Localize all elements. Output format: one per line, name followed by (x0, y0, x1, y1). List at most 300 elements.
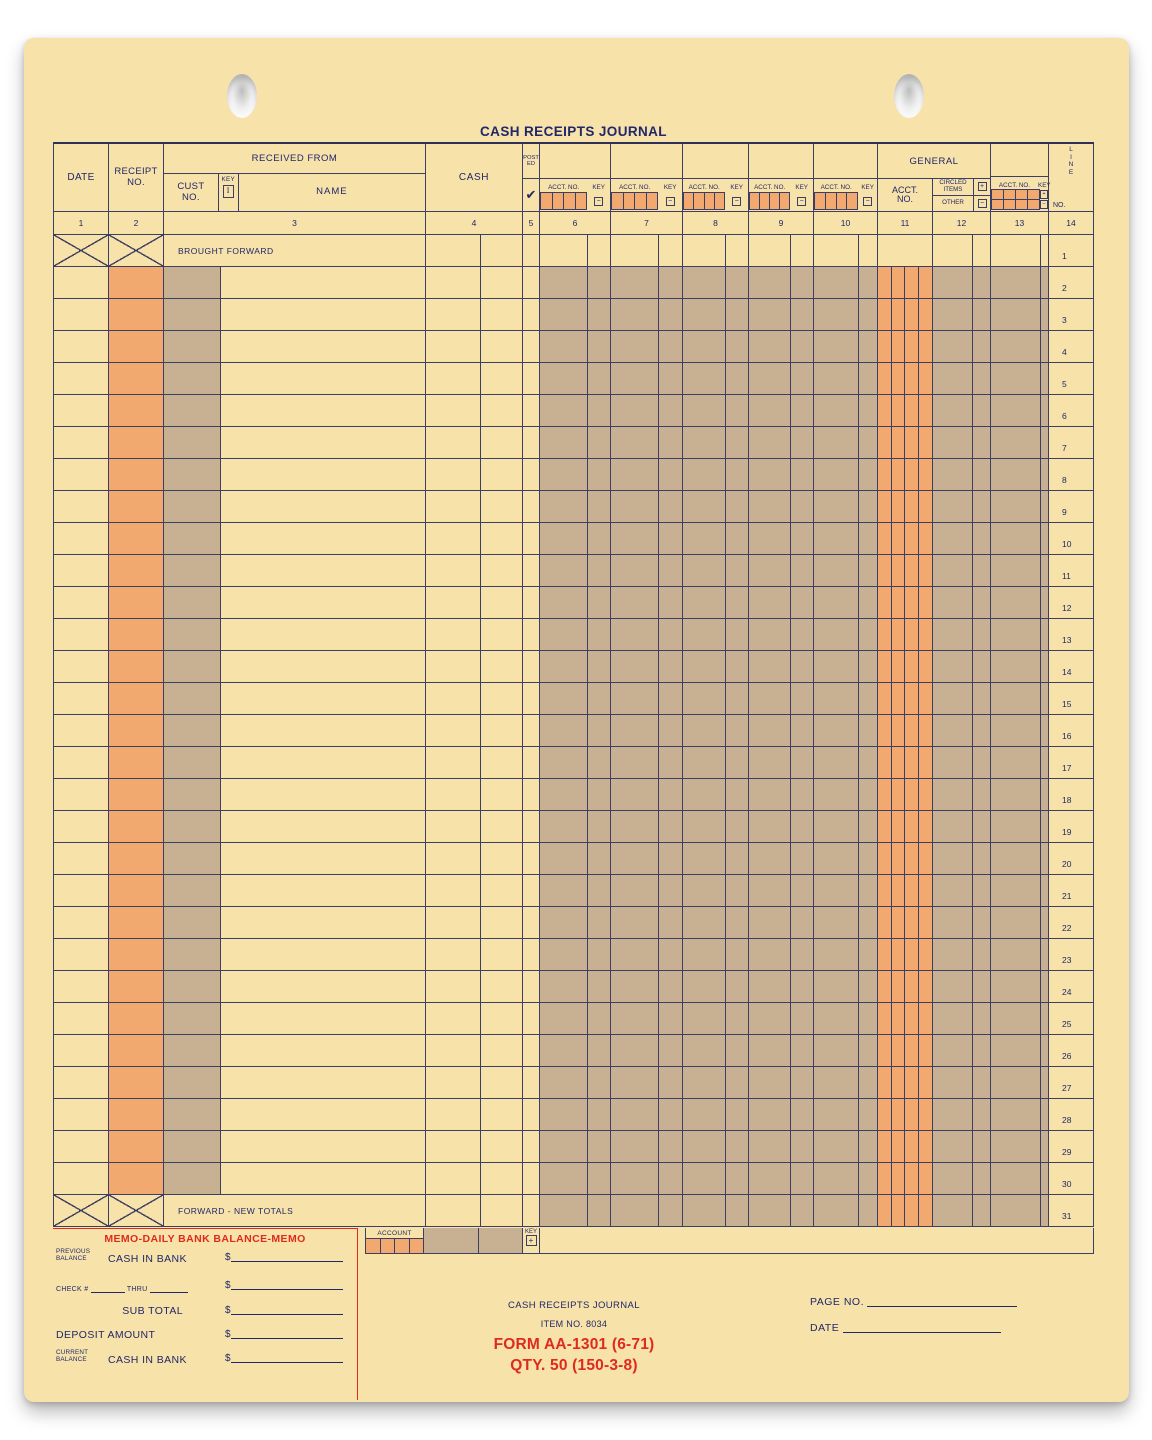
cell-receipt-no (109, 1099, 164, 1130)
cell-receipt-no (109, 267, 164, 298)
acct-digit-box (564, 193, 576, 209)
cell-col12-key (973, 907, 991, 938)
cell-col9-acct (749, 523, 791, 554)
cell-col9-acct (749, 587, 791, 618)
journal-row-19 (54, 811, 1094, 843)
cell-col12-items (933, 683, 973, 714)
cell-cash-cents (481, 587, 523, 618)
cell-cash-cents (481, 235, 523, 266)
cell-col12-key (973, 651, 991, 682)
acct-digit-box (624, 193, 636, 209)
cell-col11-digit (878, 619, 892, 650)
cell-col11-digit (878, 683, 892, 714)
cell-col11-digit (919, 427, 933, 458)
cell-col8-key (726, 395, 749, 426)
cell-col10-acct (814, 715, 859, 746)
cell-col11-digit (892, 1099, 905, 1130)
cell-col7-acct (611, 491, 659, 522)
cell-col7-key (659, 459, 683, 490)
cell-col8-acct (683, 459, 726, 490)
cell-col12-items (933, 1035, 973, 1066)
cell-col7-key (659, 555, 683, 586)
cell-col11-digit (892, 875, 905, 906)
cell-col9-key (791, 1131, 814, 1162)
cell-col12-items (933, 651, 973, 682)
cell-col11-digit (892, 1131, 905, 1162)
cell-receipt-no (109, 971, 164, 1002)
cell-col6-acct (540, 811, 588, 842)
cell-col7-acct (611, 619, 659, 650)
cell-date (54, 395, 109, 426)
cell-col12-items (933, 1003, 973, 1034)
cell-col11-digit (919, 491, 933, 522)
cell-cash-cents (481, 331, 523, 362)
cell-col6-key (588, 715, 611, 746)
cell-col12-key (973, 939, 991, 970)
cell-line-no: 2 (1049, 267, 1094, 298)
journal-row-10 (54, 523, 1094, 555)
cell-col7-acct (611, 907, 659, 938)
page-no-field: PAGE NO. (810, 1296, 1017, 1308)
received-from-label: RECEIVED FROM (164, 144, 425, 174)
cell-col13-acct (991, 587, 1041, 618)
cell-col7-key (659, 1163, 683, 1194)
cell-cash-cents (481, 939, 523, 970)
cell-col10-key (859, 971, 878, 1002)
cell-col10-acct (814, 427, 859, 458)
cell-line-no: 12 (1049, 587, 1094, 618)
cell-col11-digit (892, 459, 905, 490)
cell-col11-digit (919, 459, 933, 490)
footer-item-no: ITEM NO. 8034 (540, 1319, 608, 1329)
strip-cash-cents-cell (479, 1228, 523, 1253)
cell-col7-key (659, 1035, 683, 1066)
minus-key-box: − (863, 197, 872, 206)
journal-row-25 (54, 1003, 1094, 1035)
journal-row-13 (54, 619, 1094, 651)
column-number-10: 10 (814, 212, 878, 234)
cell-cash-cents (481, 971, 523, 1002)
cell-col13-acct (991, 363, 1041, 394)
cell-line-no: 4 (1049, 331, 1094, 362)
cell-col11-digit (892, 619, 905, 650)
cell-col12-items (933, 779, 973, 810)
cell-line-no: 26 (1049, 1035, 1094, 1066)
column-number-5: 5 (523, 212, 540, 234)
cell-col10-acct (814, 779, 859, 810)
cell-posted (523, 523, 540, 554)
cell-date (54, 619, 109, 650)
cell-posted (523, 427, 540, 458)
cell-col11-digit (905, 331, 919, 362)
cell-col7-acct (611, 1163, 659, 1194)
cell-col6-acct (540, 1163, 588, 1194)
cell-col8-acct (683, 427, 726, 458)
cell-col8-acct (683, 907, 726, 938)
cell-col7-key (659, 267, 683, 298)
cell-col13-key (1041, 363, 1049, 394)
cell-col11-digit (878, 1131, 892, 1162)
cell-date (54, 1035, 109, 1066)
cell-col7-acct (611, 555, 659, 586)
cell-cust-no (164, 331, 221, 362)
column-number-13: 13 (991, 212, 1049, 234)
cell-col10-acct (814, 523, 859, 554)
cell-col9-key (791, 459, 814, 490)
cell-col12-key (973, 427, 991, 458)
cell-col10-key (859, 907, 878, 938)
cell-cust-no (164, 683, 221, 714)
form-title: CASH RECEIPTS JOURNAL (480, 124, 667, 139)
cell-col13-key (1041, 747, 1049, 778)
cell-receipt-no (109, 1067, 164, 1098)
minus-key-box: − (732, 197, 741, 206)
cell-col6-acct (540, 1035, 588, 1066)
cell-col8-key (726, 1131, 749, 1162)
cell-col13-acct (991, 683, 1041, 714)
cell-posted (523, 1067, 540, 1098)
cell-col11-digit (892, 299, 905, 330)
cell-col8-key (726, 523, 749, 554)
col-header-acct-9: ACCT. NO. KEY − (749, 144, 814, 211)
acct-digit-box (612, 193, 624, 209)
cell-receipt-no (109, 523, 164, 554)
cell-col6-key (588, 523, 611, 554)
cell-col13-key (1041, 811, 1049, 842)
acct-digit-box (541, 193, 553, 209)
cell-col13-acct (991, 1163, 1041, 1194)
cell-cash-dollars (426, 1003, 481, 1034)
cell-col13-key (1041, 395, 1049, 426)
cell-col8-acct (683, 1067, 726, 1098)
cell-col13-key (1041, 1035, 1049, 1066)
cell-date-crossed (54, 235, 109, 266)
cell-receipt-no (109, 555, 164, 586)
cell-col11-digit (878, 267, 892, 298)
cell-col9-key (791, 907, 814, 938)
cell-cash-dollars (426, 427, 481, 458)
cell-cust-no (164, 491, 221, 522)
cell-col7-acct (611, 1067, 659, 1098)
cell-col11-digit (878, 1035, 892, 1066)
cell-col9-key (791, 427, 814, 458)
cell-col7-key (659, 1003, 683, 1034)
cell-col13-acct (991, 459, 1041, 490)
cell-col10-acct (814, 1099, 859, 1130)
cell-col11-digit (878, 939, 892, 970)
cell-cust-no (164, 459, 221, 490)
cell-col11-digit (892, 1067, 905, 1098)
cell-col6-key (588, 491, 611, 522)
cell-col9-key (791, 555, 814, 586)
cell-grid (991, 235, 1041, 266)
cell-col10-acct (814, 1035, 859, 1066)
cell-col12-key (973, 1099, 991, 1130)
col-header-date: DATE (54, 144, 109, 211)
cell-col6-acct (540, 683, 588, 714)
cell-col10-key (859, 331, 878, 362)
cell-col6-key (588, 747, 611, 778)
cell-col13-acct (991, 427, 1041, 458)
col-header-receipt-no: RECEIPT NO. (109, 144, 164, 211)
cell-col9-acct (749, 395, 791, 426)
cell-col11-digit (878, 427, 892, 458)
cell-col10-acct (814, 267, 859, 298)
cell-col9-acct (749, 491, 791, 522)
cell-col10-acct (814, 683, 859, 714)
cell-grid (814, 235, 859, 266)
cell-col10-acct (814, 587, 859, 618)
acct-digit-box (992, 190, 1004, 200)
column-number-12: 12 (933, 212, 991, 234)
cell-receipt-no (109, 459, 164, 490)
deposit-amount-label: DEPOSIT AMOUNT (56, 1329, 156, 1341)
cell-col7-key (659, 747, 683, 778)
check-amount-field: $ (225, 1280, 343, 1291)
cell-col11-digit (878, 1099, 892, 1130)
cell-col13-key (1041, 1067, 1049, 1098)
cell-col7-key (659, 651, 683, 682)
cell-col12-key (973, 523, 991, 554)
cell-grid (588, 235, 611, 266)
cell-posted (523, 1099, 540, 1130)
cell-name (221, 651, 426, 682)
cell-col13-key (1041, 267, 1049, 298)
cell-grid (991, 1195, 1041, 1226)
cell-col7-key (659, 491, 683, 522)
cell-col9-acct (749, 331, 791, 362)
cell-cash-dollars (426, 875, 481, 906)
cell-col10-acct (814, 811, 859, 842)
cell-col9-key (791, 875, 814, 906)
cell-date (54, 715, 109, 746)
account-label: ACCOUNT (366, 1228, 423, 1239)
cell-col8-key (726, 875, 749, 906)
cell-col9-acct (749, 779, 791, 810)
cell-col8-acct (683, 267, 726, 298)
cell-col13-acct (991, 875, 1041, 906)
cell-col9-key (791, 491, 814, 522)
cell-col8-acct (683, 651, 726, 682)
cell-col8-acct (683, 1003, 726, 1034)
footer-journal-title: CASH RECEIPTS JOURNAL (508, 1300, 640, 1311)
journal-row-14 (54, 651, 1094, 683)
cell-col6-acct (540, 843, 588, 874)
cell-line-no: 1 (1049, 235, 1094, 266)
journal-row-7 (54, 427, 1094, 459)
cell-col8-acct (683, 875, 726, 906)
cell-cash-cents (481, 811, 523, 842)
cell-col9-acct (749, 907, 791, 938)
cell-line-no: 31 (1049, 1195, 1094, 1226)
cell-col11-digit (919, 1099, 933, 1130)
punch-hole-left (227, 74, 257, 118)
cell-line-no: 11 (1049, 555, 1094, 586)
cell-col8-key (726, 1163, 749, 1194)
cell-cust-no (164, 1067, 221, 1098)
cell-col7-acct (611, 1035, 659, 1066)
memo-daily-bank-balance (53, 1228, 358, 1400)
cell-cust-no (164, 715, 221, 746)
col-header-received-from (164, 144, 426, 211)
cell-line-no: 15 (1049, 683, 1094, 714)
cell-col7-acct (611, 267, 659, 298)
journal-row-6 (54, 395, 1094, 427)
cell-posted (523, 619, 540, 650)
acct-digit-box (553, 193, 565, 209)
cell-col6-key (588, 971, 611, 1002)
cell-line-no: 27 (1049, 1067, 1094, 1098)
cell-col9-key (791, 1099, 814, 1130)
cell-col11-digit (878, 843, 892, 874)
cell-name (221, 715, 426, 746)
cell-col11-digit (905, 1131, 919, 1162)
cell-cash-cents (481, 299, 523, 330)
cell-col8-acct (683, 1131, 726, 1162)
cell-col7-acct (611, 395, 659, 426)
cell-cash-dollars (426, 235, 481, 266)
cell-cash-dollars (426, 1067, 481, 1098)
cell-posted (523, 1003, 540, 1034)
journal-row-3 (54, 299, 1094, 331)
cell-cash-cents (481, 747, 523, 778)
cell-col11-digit (905, 971, 919, 1002)
journal-row-2 (54, 267, 1094, 299)
cell-col11-digit (878, 747, 892, 778)
cell-col11-digit (892, 395, 905, 426)
cell-col12-items (933, 587, 973, 618)
cell-cash-cents (481, 459, 523, 490)
cell-name (221, 555, 426, 586)
journal-row-29 (54, 1131, 1094, 1163)
cell-col10-acct (814, 299, 859, 330)
cell-posted (523, 459, 540, 490)
cell-col8-key (726, 267, 749, 298)
cell-col9-acct (749, 1003, 791, 1034)
cell-line-no: 18 (1049, 779, 1094, 810)
cell-posted (523, 747, 540, 778)
cell-col6-acct (540, 587, 588, 618)
acct-digit-box (815, 193, 826, 209)
cell-col7-acct (611, 939, 659, 970)
cell-cash-cents (481, 715, 523, 746)
cell-name (221, 683, 426, 714)
cell-col10-key (859, 587, 878, 618)
cell-name (221, 811, 426, 842)
posted-checkmark-icon: ✔ (525, 187, 537, 202)
cell-col6-acct (540, 363, 588, 394)
cell-col7-key (659, 939, 683, 970)
cell-col11-digit (919, 1035, 933, 1066)
cell-col7-key (659, 299, 683, 330)
cell-cash-cents (481, 555, 523, 586)
cell-col11-digit (919, 363, 933, 394)
col-header-name: NAME (316, 186, 348, 198)
cell-cash-dollars (426, 1035, 481, 1066)
cell-col9-acct (749, 1163, 791, 1194)
journal-row-20 (54, 843, 1094, 875)
cell-col12-items (933, 939, 973, 970)
sub-total-label: SUB TOTAL (122, 1305, 183, 1317)
cell-col13-acct (991, 651, 1041, 682)
cell-col8-acct (683, 299, 726, 330)
account-totals-strip (365, 1228, 1094, 1254)
cell-receipt-no (109, 1035, 164, 1066)
cell-col11-digit (905, 651, 919, 682)
cell-col10-key (859, 1003, 878, 1034)
cell-cash-cents (481, 363, 523, 394)
cell-col11-digit (905, 683, 919, 714)
cell-col13-key (1041, 715, 1049, 746)
cell-posted (523, 843, 540, 874)
cell-name (221, 1131, 426, 1162)
cell-cash-cents (481, 683, 523, 714)
cell-col11-digit (905, 811, 919, 842)
cell-cash-dollars (426, 811, 481, 842)
cell-cust-no (164, 843, 221, 874)
cell-col11-digit (919, 843, 933, 874)
column-number-11: 11 (878, 212, 933, 234)
cell-name (221, 331, 426, 362)
cell-col10-key (859, 747, 878, 778)
cell-line-no: 17 (1049, 747, 1094, 778)
cell-receipt-no (109, 587, 164, 618)
cell-line-no: 19 (1049, 811, 1094, 842)
cell-date (54, 331, 109, 362)
cell-col12-key (973, 331, 991, 362)
cell-col6-key (588, 651, 611, 682)
cell-cust-no (164, 619, 221, 650)
cell-col6-acct (540, 491, 588, 522)
cell-col12-items (933, 363, 973, 394)
cell-cust-no (164, 395, 221, 426)
cell-col13-key (1041, 491, 1049, 522)
col-header-acct-7: ACCT. NO. KEY − (611, 144, 683, 211)
cell-grid (749, 235, 791, 266)
cell-posted (523, 811, 540, 842)
cell-posted (523, 907, 540, 938)
cell-col13-acct (991, 267, 1041, 298)
cell-posted (523, 779, 540, 810)
cell-col6-key (588, 1131, 611, 1162)
cell-col11-digit (892, 331, 905, 362)
cell-col11-digit (878, 715, 892, 746)
cell-col11-digit (892, 1035, 905, 1066)
cell-name (221, 1099, 426, 1130)
cell-date (54, 651, 109, 682)
acct-digit-box (635, 193, 647, 209)
cell-col9-key (791, 843, 814, 874)
cell-col6-key (588, 683, 611, 714)
cell-grid (588, 1195, 611, 1226)
journal-row-23 (54, 939, 1094, 971)
cell-col8-acct (683, 587, 726, 618)
col-header-acct-no-key-13: ACCT. NO. KEY + − (991, 144, 1049, 211)
cell-col7-key (659, 811, 683, 842)
cell-date (54, 491, 109, 522)
cell-col11-digit (878, 971, 892, 1002)
cell-col6-acct (540, 523, 588, 554)
cell-receipt-no (109, 779, 164, 810)
cell-col12-key (973, 299, 991, 330)
cell-col13-acct (991, 1131, 1041, 1162)
cell-col8-key (726, 555, 749, 586)
cell-col9-acct (749, 363, 791, 394)
cell-col8-key (726, 779, 749, 810)
cell-col13-key (1041, 523, 1049, 554)
cell-col7-key (659, 971, 683, 1002)
column-number-6: 6 (540, 212, 611, 234)
